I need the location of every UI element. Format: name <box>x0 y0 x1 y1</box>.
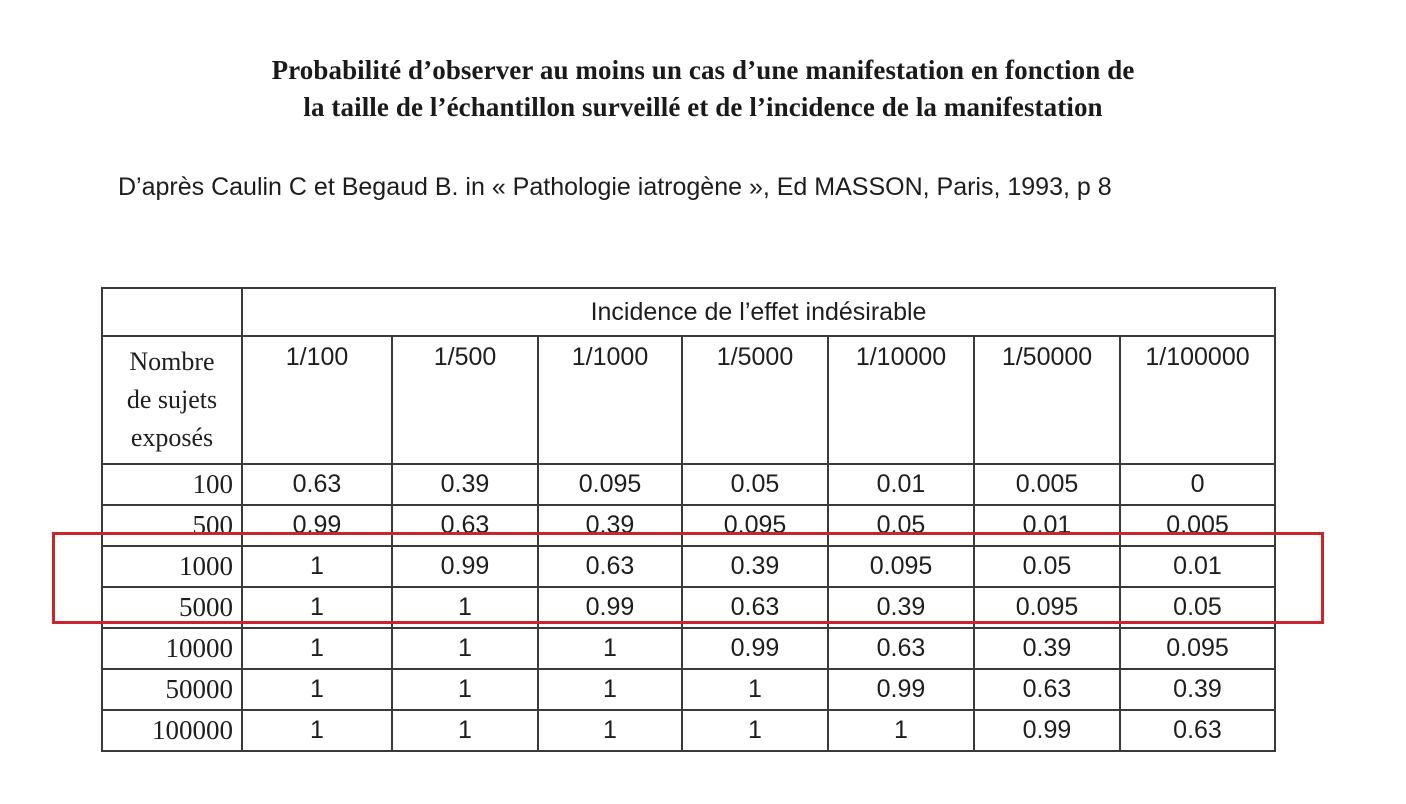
table-row <box>102 669 1275 710</box>
table-row <box>102 710 1275 751</box>
probability-cell: 0.095 <box>682 505 828 546</box>
probability-cell: 0.095 <box>828 546 974 587</box>
probability-cell: 0.39 <box>1120 669 1275 710</box>
document-title <box>0 52 1406 126</box>
subjects-count-cell: 1000 <box>102 546 242 587</box>
probability-cell: 0.05 <box>682 464 828 505</box>
probability-cell: 1 <box>538 628 682 669</box>
subjects-header-line-3: exposés <box>130 423 214 452</box>
probability-cell: 0.63 <box>538 546 682 587</box>
incidence-column-header: 1/1000 <box>538 336 682 464</box>
probability-cell: 0.99 <box>974 710 1120 751</box>
probability-cell: 0.095 <box>538 464 682 505</box>
probability-cell: 1 <box>242 546 392 587</box>
probability-cell: 0.63 <box>392 505 538 546</box>
table-corner-cell <box>102 288 242 336</box>
subjects-count-cell: 100 <box>102 464 242 505</box>
table-row <box>102 587 1275 628</box>
probability-cell: 0.63 <box>242 464 392 505</box>
probability-cell: 0.63 <box>682 587 828 628</box>
probability-cell: 0.05 <box>828 505 974 546</box>
subjects-header-line-2: de sujets <box>126 385 218 414</box>
probability-cell: 0.99 <box>242 505 392 546</box>
title-line-2: la taille de l’échantillon surveillé et de l’incidence de la manifestation <box>303 92 1103 122</box>
probability-cell: 0 <box>1120 464 1275 505</box>
subjects-count-cell: 100000 <box>102 710 242 751</box>
subjects-header-line-1: Nombre <box>129 347 215 376</box>
incidence-group-header: Incidence de l’effet indésirable <box>242 288 1275 336</box>
incidence-column-header: 1/100 <box>242 336 392 464</box>
probability-cell: 1 <box>392 710 538 751</box>
probability-cell: 0.095 <box>1120 628 1275 669</box>
probability-cell: 1 <box>242 710 392 751</box>
probability-cell: 1 <box>392 628 538 669</box>
probability-cell: 0.99 <box>538 587 682 628</box>
probability-cell: 1 <box>682 710 828 751</box>
probability-cell: 0.39 <box>682 546 828 587</box>
probability-cell: 0.39 <box>392 464 538 505</box>
probability-cell: 0.99 <box>828 669 974 710</box>
probability-cell: 0.39 <box>538 505 682 546</box>
probability-cell: 0.39 <box>974 628 1120 669</box>
probability-cell: 0.05 <box>974 546 1120 587</box>
probability-cell: 0.39 <box>828 587 974 628</box>
probability-cell: 1 <box>538 669 682 710</box>
incidence-column-header: 1/10000 <box>828 336 974 464</box>
probability-cell: 1 <box>538 710 682 751</box>
probability-cell: 0.01 <box>974 505 1120 546</box>
subjects-count-cell: 5000 <box>102 587 242 628</box>
table-row <box>102 628 1275 669</box>
probability-cell: 0.005 <box>1120 505 1275 546</box>
probability-cell: 1 <box>392 587 538 628</box>
table-row <box>102 505 1275 546</box>
probability-cell: 0.05 <box>1120 587 1275 628</box>
subjects-column-header <box>102 336 242 464</box>
table-row <box>102 464 1275 505</box>
probability-cell: 0.99 <box>392 546 538 587</box>
source-citation: D’après Caulin C et Begaud B. in « Pathologie iatrogène », Ed MASSON, Paris, 1993, p 8 <box>118 173 1112 201</box>
probability-cell: 0.99 <box>682 628 828 669</box>
incidence-column-header: 1/50000 <box>974 336 1120 464</box>
probability-cell: 0.63 <box>974 669 1120 710</box>
probability-cell: 0.01 <box>1120 546 1275 587</box>
table-row <box>102 546 1275 587</box>
probability-cell: 1 <box>242 587 392 628</box>
title-line-1: Probabilité d’observer au moins un cas d’une manifestation en fonction de <box>271 55 1135 85</box>
probability-cell: 1 <box>242 628 392 669</box>
subjects-count-cell: 50000 <box>102 669 242 710</box>
probability-table <box>101 287 1276 752</box>
subjects-count-cell: 10000 <box>102 628 242 669</box>
probability-cell: 1 <box>392 669 538 710</box>
probability-cell: 0.01 <box>828 464 974 505</box>
incidence-column-header: 1/5000 <box>682 336 828 464</box>
probability-cell: 0.63 <box>1120 710 1275 751</box>
probability-cell: 1 <box>682 669 828 710</box>
probability-cell: 0.63 <box>828 628 974 669</box>
probability-cell: 1 <box>242 669 392 710</box>
probability-cell: 0.095 <box>974 587 1120 628</box>
probability-cell: 0.005 <box>974 464 1120 505</box>
incidence-column-header: 1/500 <box>392 336 538 464</box>
subjects-count-cell: 500 <box>102 505 242 546</box>
probability-cell: 1 <box>828 710 974 751</box>
incidence-column-header: 1/100000 <box>1120 336 1275 464</box>
